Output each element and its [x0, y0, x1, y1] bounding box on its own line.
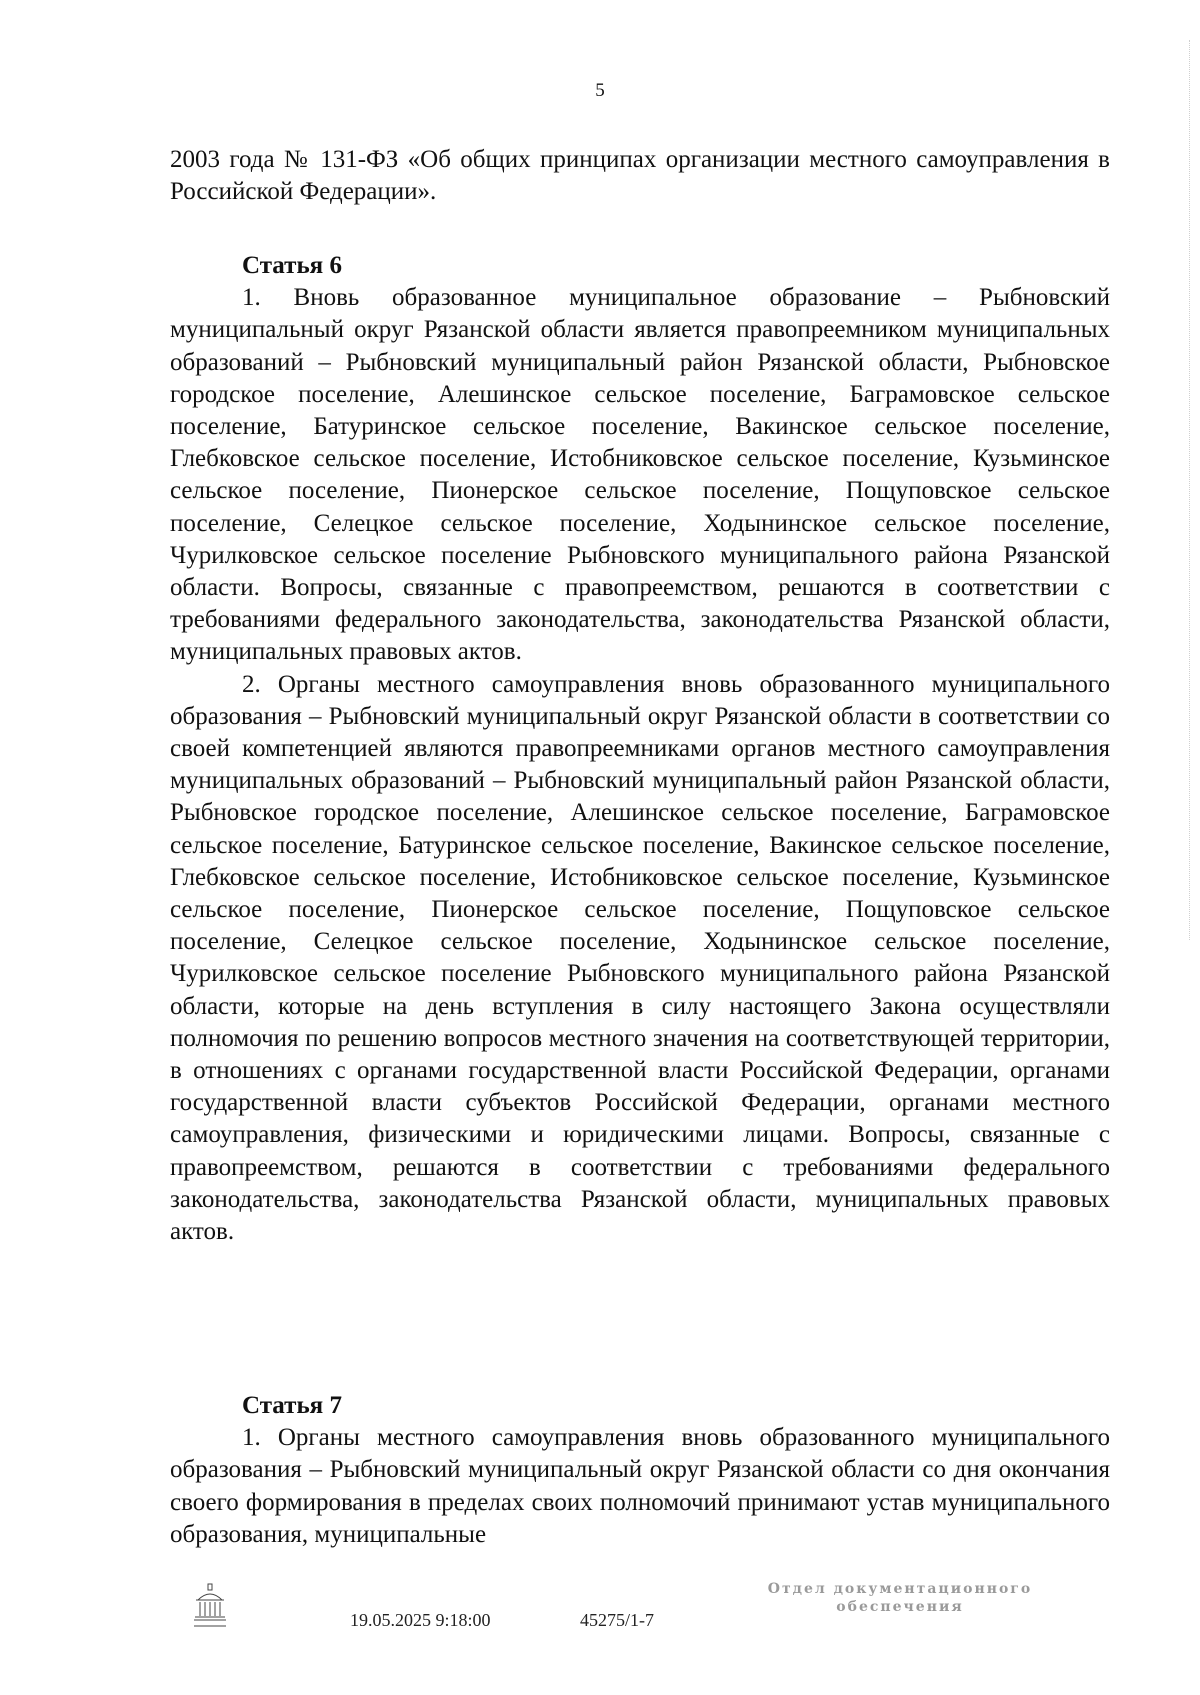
footer-registration-number: 45275/1-7: [580, 1610, 654, 1630]
scan-edge-mark: [1187, 40, 1190, 940]
article-7-paragraph-1: 1. Органы местного самоуправления вновь образованного муниципального образования – Рыбновский муниципальный округ Рязанской области со дня окончания своего формирования в пределах своих полномочий принимают устав муниципального образования, муниципальные: [170, 1424, 1110, 1548]
footer-timestamp: 19.05.2025 9:18:00: [350, 1610, 491, 1630]
intro-paragraph: 2003 года № 131-ФЗ «Об общих принципах организации местного самоуправления в Российской Федерации».: [170, 146, 1110, 206]
department-stamp: [740, 1580, 1060, 1616]
article-7-heading: Статья 7: [242, 1392, 342, 1419]
stamp-line-1: Отдел документационного: [767, 1581, 1033, 1597]
article-6: [170, 250, 1110, 1248]
parliament-building-icon: [192, 1582, 228, 1634]
article-7: [170, 1390, 1110, 1551]
intro-continuation: [170, 144, 1110, 208]
article-6-paragraph-1: 1. Вновь образованное муниципальное образование – Рыбновский муниципальный округ Рязанской области является правопреемником муниципальных образований – Рыбновский муниципальный район Рязанской области, Рыбновское городское поселение, Алешинское сельское поселение, Баграмовское сельское поселение, Батуринское сельское поселение, Вакинское сельское поселение, Глебковское сельское поселение, Истобниковское сельское поселение, Кузьминское сельское поселение, Пионерское сельское поселение, Пощуповское сельское поселение, Селецкое сельское поселение, Ходынинское сельское поселение, Чурилковское сельское поселение Рыбновского муниципального района Рязанской области. Вопросы, связанные с правопреемством, решаются в соответствии с требованиями федерального законодательства, законодательства Рязанской области, муниципальных правовых актов.: [170, 284, 1110, 666]
page-number: 5: [595, 80, 605, 101]
article-6-paragraph-2: 2. Органы местного самоуправления вновь образованного муниципального образования – Рыбновский муниципальный округ Рязанской области в соответствии со своей компетенцией являются правопреемниками органов местного самоуправления муниципальных образований – Рыбновский муниципальный район Рязанской области, Рыбновское городское поселение, Алешинское сельское поселение, Баграмовское сельское поселение, Батуринское сельское поселение, Вакинское сельское поселение, Глебковское сельское поселение, Истобниковское сельское поселение, Кузьминское сельское поселение, Пионерское сельское поселение, Пощуповское сельское поселение, Селецкое сельское поселение, Ходынинское сельское поселение, Чурилковское сельское поселение Рыбновского муниципального района Рязанской области, которые на день вступления в силу настоящего Закона осуществляли полномочия по решению вопросов местного значения на соответствующей территории, в отношениях с органами государственной власти Российской Федерации, органами государственной власти субъектов Российской Федерации, органами местного самоуправления, физическими и юридическими лицами. Вопросы, связанные с правопреемством, решаются в соответствии с требованиями федерального законодательства, законодательства Рязанской области, муниципальных правовых актов.: [170, 670, 1110, 1246]
article-6-heading: Статья 6: [242, 252, 342, 279]
stamp-line-2: обеспечения: [836, 1599, 964, 1615]
